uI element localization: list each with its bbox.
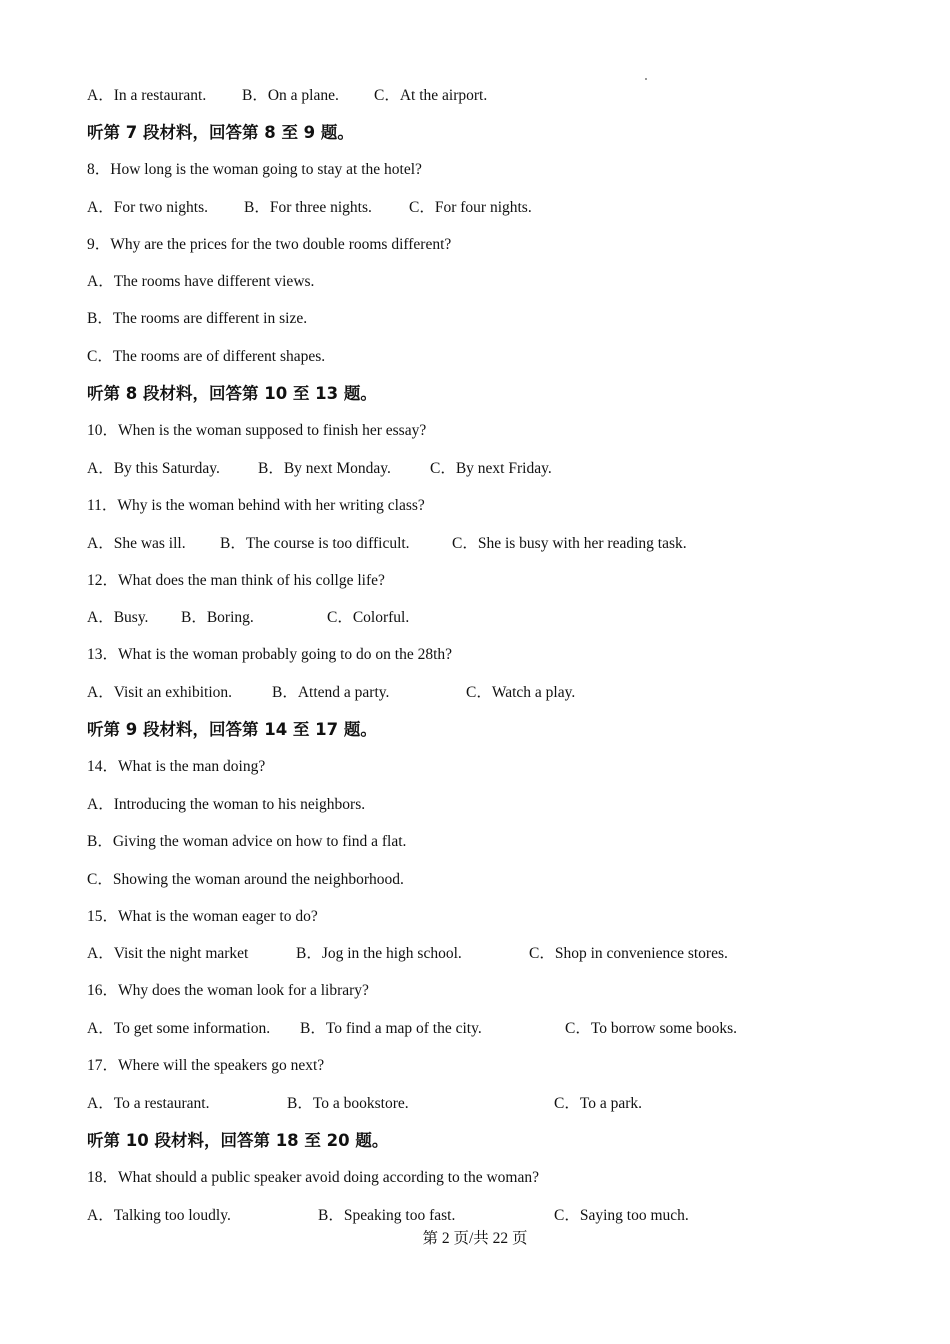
- option-a: A．She was ill.: [87, 535, 186, 552]
- question-13-stem: 13．What is the woman probably going to do on the 28th?: [87, 646, 453, 663]
- question-12-stem: 12．What does the man think of his collge life?: [87, 572, 385, 589]
- scan-speck: [645, 78, 647, 80]
- question-9-option-b: B．The rooms are different in size.: [87, 310, 308, 327]
- question-15-stem: 15．What is the woman eager to do?: [87, 908, 318, 925]
- option-c: C．For four nights.: [409, 199, 532, 216]
- option-c: C．By next Friday.: [430, 460, 552, 477]
- option-b: B．For three nights.: [244, 199, 372, 216]
- question-14-option-c: C．Showing the woman around the neighborhood.: [87, 871, 404, 888]
- option-c: C．To a park.: [554, 1095, 643, 1112]
- option-b: B．To find a map of the city.: [300, 1020, 482, 1037]
- section-heading-7: 听第 7 段材料，回答第 8 至 9 题。: [87, 123, 354, 142]
- option-b: B．To a bookstore.: [287, 1095, 409, 1112]
- question-9-option-c: C．The rooms are of different shapes.: [87, 348, 326, 365]
- option-a: A．To a restaurant.: [87, 1095, 210, 1112]
- question-10-stem: 10．When is the woman supposed to finish her essay?: [87, 422, 427, 439]
- option-a: A．In a restaurant.: [87, 87, 207, 104]
- option-a: A．By this Saturday.: [87, 460, 220, 477]
- question-14-option-a: A．Introducing the woman to his neighbors.: [87, 796, 366, 813]
- option-c: C．To borrow some books.: [565, 1020, 737, 1037]
- option-b: B．Speaking too fast.: [318, 1207, 456, 1224]
- section-heading-9: 听第 9 段材料，回答第 14 至 17 题。: [87, 720, 377, 739]
- option-a: A．For two nights.: [87, 199, 208, 216]
- question-16-stem: 16．Why does the woman look for a library?: [87, 982, 369, 999]
- option-b: B．On a plane.: [242, 87, 339, 104]
- option-b: B．Jog in the high school.: [296, 945, 462, 962]
- option-c: C．She is busy with her reading task.: [452, 535, 687, 552]
- option-a: A．To get some information.: [87, 1020, 271, 1037]
- question-14-stem: 14．What is the man doing?: [87, 758, 266, 775]
- question-11-stem: 11．Why is the woman behind with her writing class?: [87, 497, 425, 514]
- option-b: B．By next Monday.: [258, 460, 391, 477]
- question-18-stem: 18．What should a public speaker avoid doing according to the woman?: [87, 1169, 539, 1186]
- option-b: B．Boring.: [181, 609, 254, 626]
- question-8-stem: 8．How long is the woman going to stay at the hotel?: [87, 161, 422, 178]
- question-17-stem: 17．Where will the speakers go next?: [87, 1057, 325, 1074]
- option-c: C．Colorful.: [327, 609, 410, 626]
- question-9-stem: 9．Why are the prices for the two double rooms different?: [87, 236, 452, 253]
- option-a: A．Talking too loudly.: [87, 1207, 231, 1224]
- question-14-option-b: B．Giving the woman advice on how to find a flat.: [87, 833, 407, 850]
- option-c: C．Watch a play.: [466, 684, 576, 701]
- option-c: C．At the airport.: [374, 87, 488, 104]
- option-b: B．The course is too difficult.: [220, 535, 410, 552]
- option-a: A．Visit an exhibition.: [87, 684, 233, 701]
- section-heading-10: 听第 10 段材料，回答第 18 至 20 题。: [87, 1131, 389, 1150]
- option-b: B．Attend a party.: [272, 684, 390, 701]
- option-c: C．Saying too much.: [554, 1207, 689, 1224]
- section-heading-8: 听第 8 段材料，回答第 10 至 13 题。: [87, 384, 377, 403]
- option-c: C．Shop in convenience stores.: [529, 945, 728, 962]
- question-9-option-a: A．The rooms have different views.: [87, 273, 315, 290]
- option-a: A．Busy.: [87, 609, 149, 626]
- page-footer: 第 2 页/共 22 页: [422, 1230, 528, 1247]
- option-a: A．Visit the night market: [87, 945, 249, 962]
